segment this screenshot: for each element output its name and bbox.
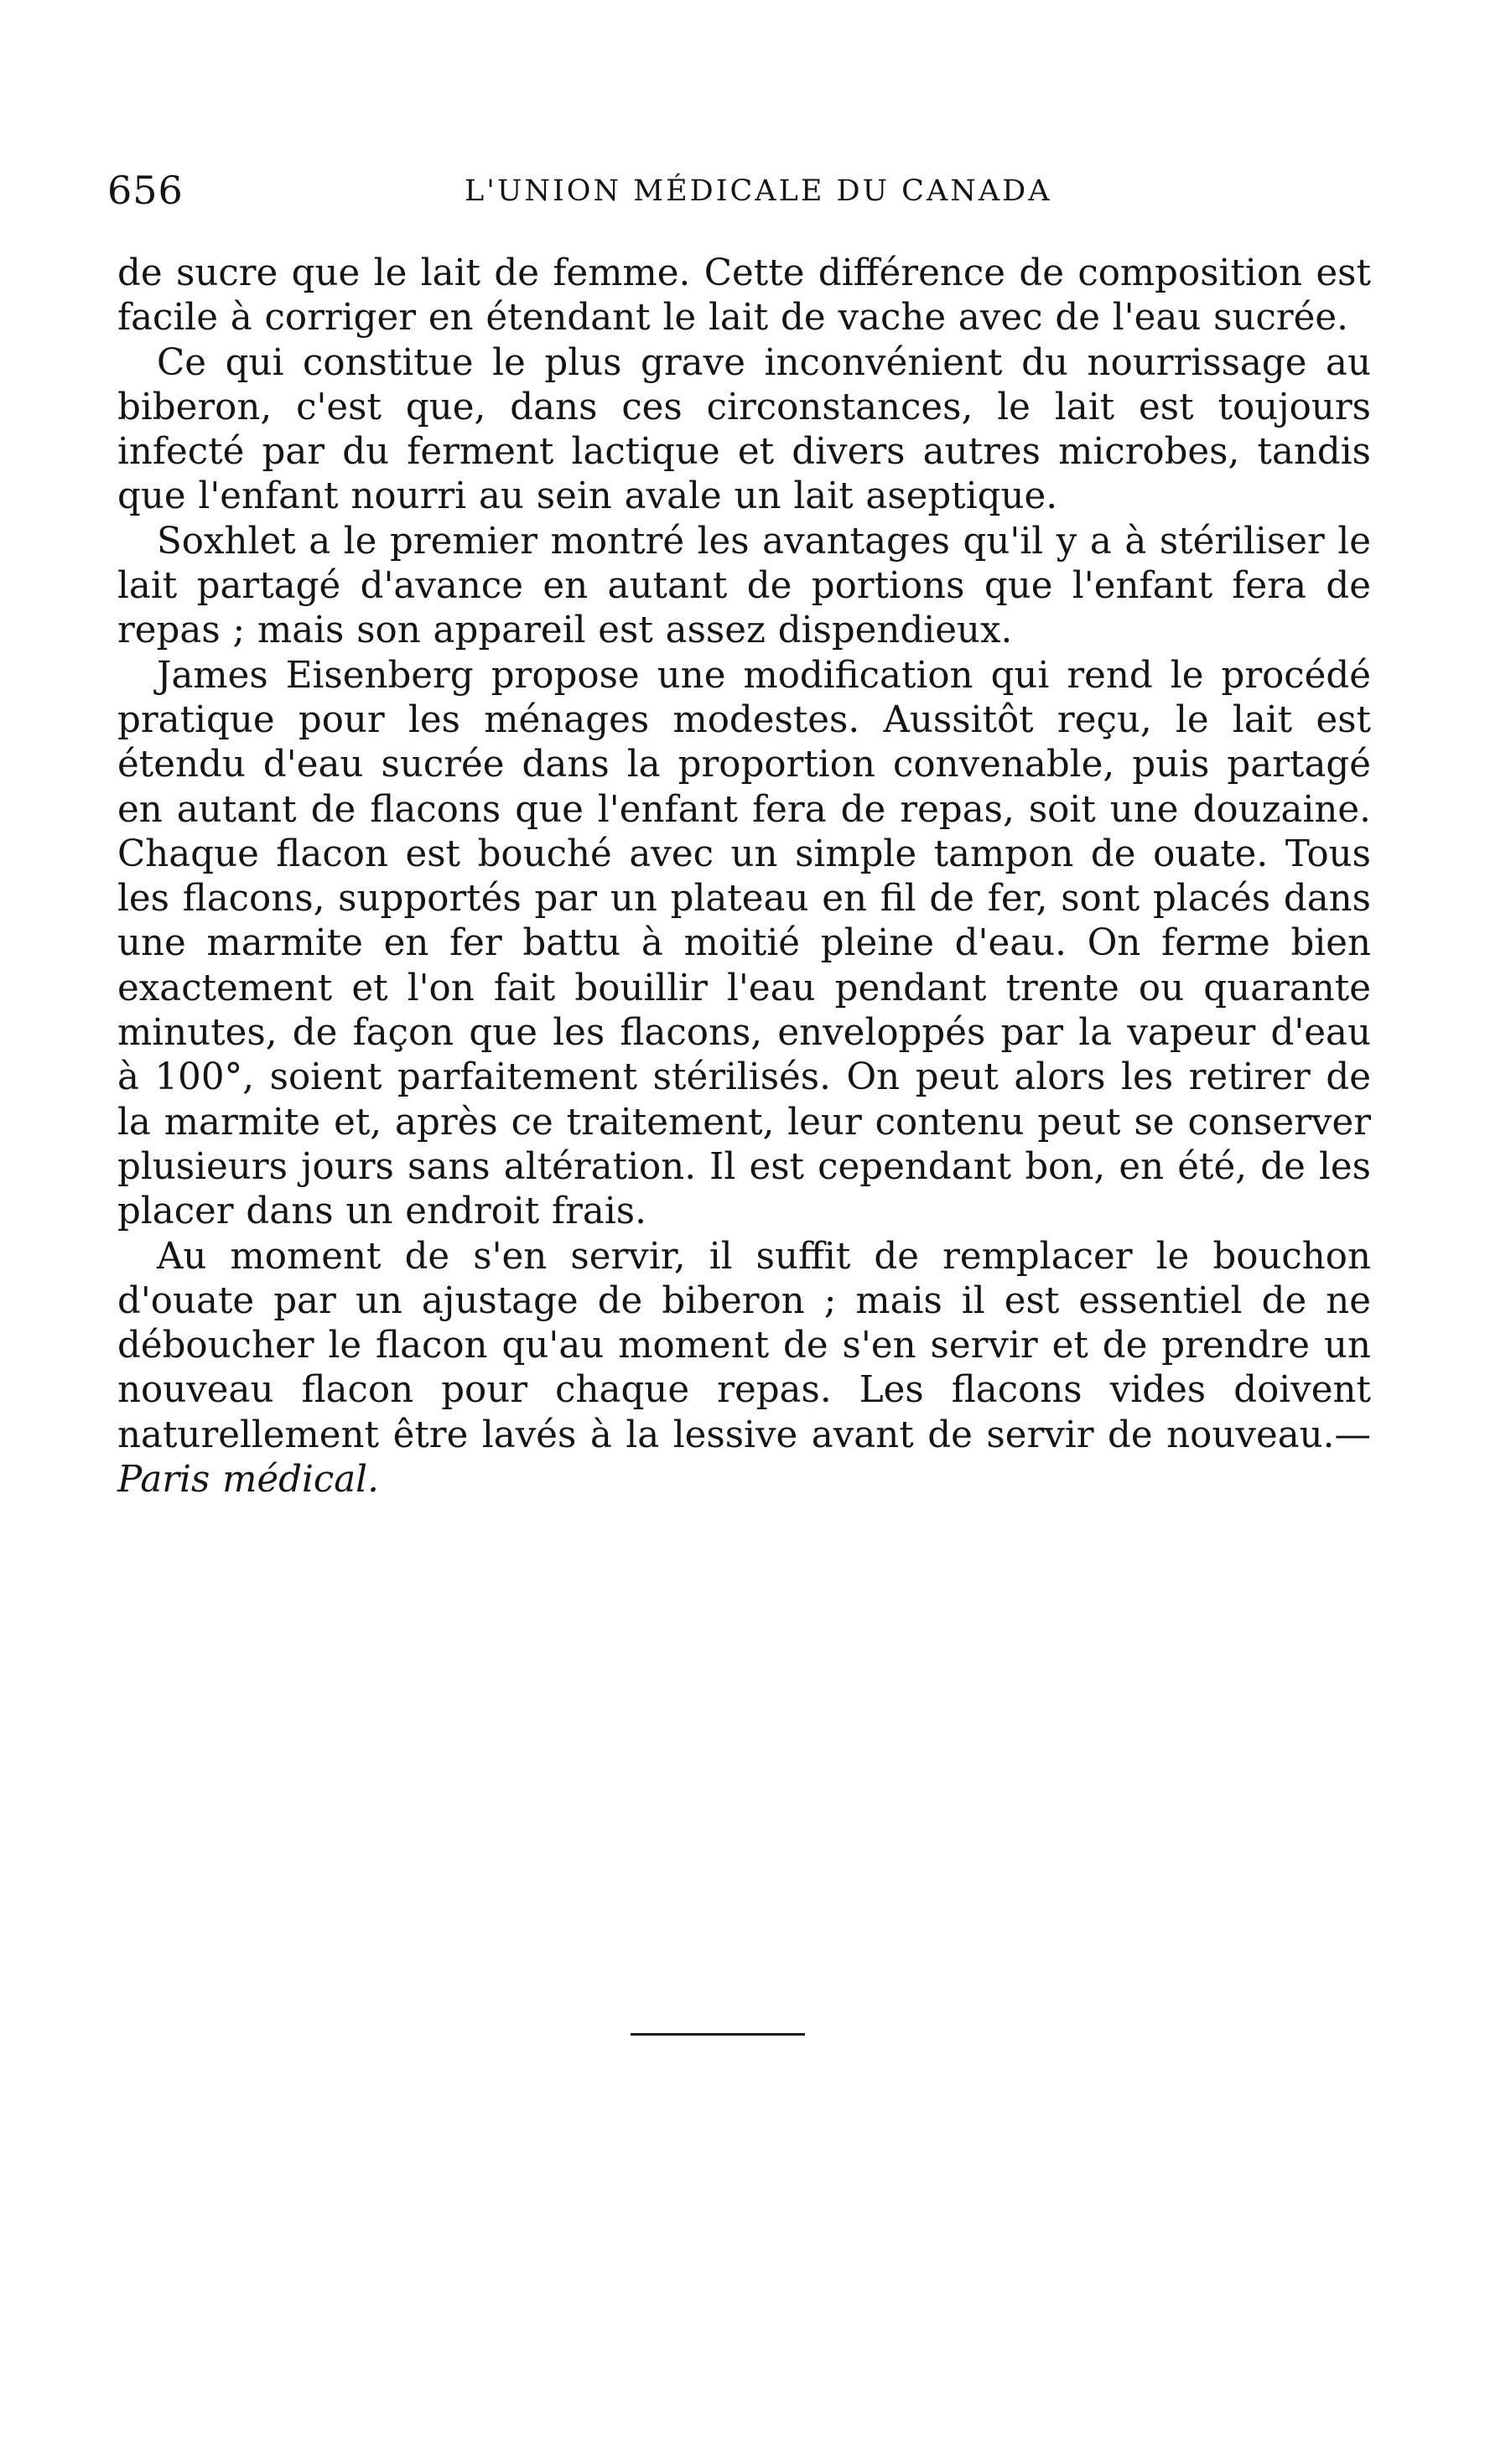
paragraph-eisenberg: James Eisenberg propose une modification qui rend le procédé pratique pour les ménages modestes. Aussitôt reçu, le lait est étendu d'eau sucrée dans la proportion convenable, puis partagé en autant de flacons que l'enfant fera de repas, soit une douzaine. Chaque flacon est bouché avec un simple tampon de ouate. Tous les flacons, supportés par un plateau en fil de fer, sont placés dans une marmite en fer battu à moitié pleine d'eau. On ferme bien exactement et l'on fait bouillir l'eau pendant trente ou quarante minutes, de façon que les flacons, enveloppés par la vapeur d'eau à 100°, soient parfaitement stérilisés. On peut alors les retirer de la marmite et, après ce traitement, leur contenu peut se conserver plusieurs jours sans altération. Il est cependant bon, en été, de les placer dans un endroit frais. <box>117 654 1371 1233</box>
paragraph-inconvenient: Ce qui constitue le plus grave inconvénient du nourrissage au biberon, c'est que, dans ces circonstances, le lait est toujours infecté par du ferment lactique et divers autres microbes, tandis que l'enfant nourri au sein avale un lait aseptique. <box>117 341 1371 518</box>
page-number: 656 <box>107 168 184 213</box>
article-body <box>117 252 1371 1502</box>
paragraph-continuation: de sucre que le lait de femme. Cette différence de composition est facile à corriger en étendant le lait de vache avec de l'eau sucrée. <box>117 252 1371 340</box>
paragraph-soxhlet: Soxhlet a le premier montré les avantages qu'il y a à stériliser le lait partagé d'avance en autant de portions que l'enfant fera de repas ; mais son appareil est assez dispendieux. <box>117 520 1371 652</box>
paragraph-usage-text: Au moment de s'en servir, il suffit de remplacer le bouchon d'ouate par un ajustage de biberon ; mais il est essentiel de ne déboucher le flacon qu'au moment de s'en servir et de prendre un nouveau flacon pour chaque repas. Les flacons vides doivent naturellement être lavés à la lessive avant de servir de nouveau.— <box>117 1235 1371 1456</box>
page-header <box>107 168 1063 218</box>
running-title: L'UNION MÉDICALE DU CANADA <box>465 174 1052 208</box>
section-separator-rule <box>631 2033 805 2036</box>
paragraph-usage <box>117 1235 1371 1503</box>
source-citation: Paris médical. <box>117 1459 379 1502</box>
